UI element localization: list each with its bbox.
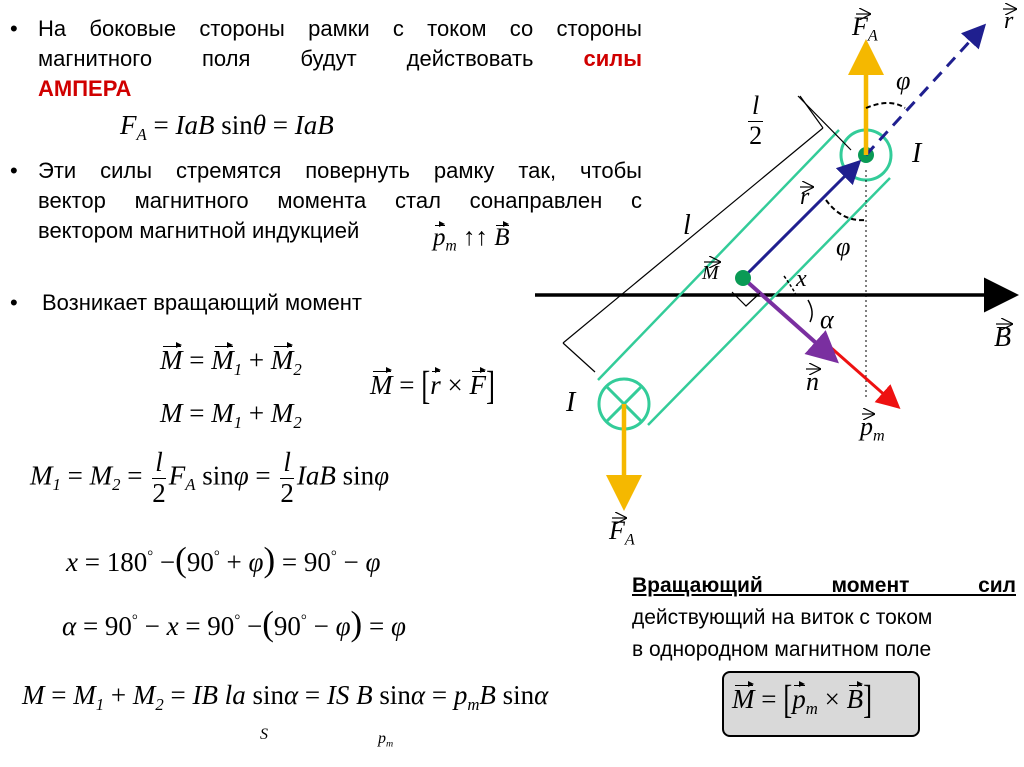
alpha-arc <box>808 300 812 322</box>
r-axis-dashed <box>866 28 982 155</box>
pm-vector <box>820 338 896 405</box>
bullet-2-line-3-text: вектором магнитной индукцией <box>38 218 360 243</box>
bullet-1-red-word: силы <box>583 46 642 71</box>
label-phi-top: φ <box>896 66 911 95</box>
formula-x: x = 180° −(90° + φ) = 90° − φ <box>66 540 381 579</box>
label-fa-top <box>852 12 878 46</box>
formula-moment-vector: $M = M_1 + M_2$ <box>160 345 302 379</box>
under-pm-m: m <box>386 738 394 750</box>
formula-final-under-s: S <box>260 726 268 743</box>
note-line-2: в однородном магнитном поле <box>632 638 932 661</box>
label-n: n <box>806 367 819 396</box>
label-r-mid: r <box>800 184 810 210</box>
formula-moment-scalar: $M = M_1 + M_2$ <box>160 398 302 432</box>
label-half-l-num: l <box>748 92 763 122</box>
label-fa-bottom-f: F <box>609 516 625 545</box>
label-i-right: I <box>912 138 922 169</box>
formula-final: $M = M_1 + M_2$ = IB la sinα = IS B $\sin\alpha = p_mB$ sinα <box>22 680 549 714</box>
bullet-3: Возникает вращающий момент <box>42 290 362 315</box>
bullet-2-line-1: Эти силы стремятся повернуть рамку так, чтобы <box>38 158 642 183</box>
label-i-left: I <box>566 387 576 418</box>
label-l: l <box>683 210 691 241</box>
bullet-marker: • <box>10 290 18 315</box>
label-alpha: α <box>820 305 834 334</box>
bullet-2-line-2: вектор магнитного момента стал сонаправлен с <box>38 188 642 213</box>
note-line-1: действующий на виток с током <box>632 606 933 629</box>
label-fa-top-f: F <box>852 12 868 41</box>
formula-pm-parallel-b: $p_m$ ↑↑ B <box>433 224 510 255</box>
bullet-1-red-line: АМПЕРА <box>38 76 132 101</box>
label-pm <box>860 412 885 446</box>
label-x: x <box>796 266 807 292</box>
phi-arc-top <box>866 103 905 108</box>
formula-alpha: α = 90° − x = 90° −(90° − φ) = φ <box>62 604 406 643</box>
bullet-1-line-2-text: магнитного поля будут действовать <box>38 46 534 71</box>
label-m: M <box>702 262 719 284</box>
center-dot <box>735 270 751 286</box>
label-fa-bottom <box>609 516 635 550</box>
dimension-l-tick-bottom <box>563 343 595 372</box>
label-fa-top-sub: A <box>867 27 878 45</box>
under-pm-p: p <box>378 730 386 747</box>
label-half-l <box>748 92 763 150</box>
frame-edge-upper <box>598 130 839 380</box>
formula-ampere-force: $F_A$ = IaB sinθ = IaB <box>120 110 334 144</box>
bullet-1-line-1: На боковые стороны рамки с током со стороны <box>38 16 642 41</box>
label-b: B <box>994 322 1012 353</box>
label-r-top: r <box>1004 8 1014 34</box>
label-half-l-den: 2 <box>749 120 763 150</box>
note-title: Вращающий момент сил <box>632 574 1016 597</box>
bullet-marker: • <box>10 158 18 183</box>
formula-cross-product: M = [r × F] <box>370 362 495 408</box>
label-pm-p: p <box>860 412 873 441</box>
label-phi-mid: φ <box>836 232 851 261</box>
bullet-marker: • <box>10 16 18 41</box>
formula-box-content: $M = [p_m \times B]$ <box>732 676 873 722</box>
label-pm-sub: m <box>873 427 885 445</box>
formula-m1-m2: $M_1 = M_2$ = $\frac{l}{2}$ $F_A$ sinφ = $\frac{l}{2}$ IaB sinφ <box>30 447 390 508</box>
label-fa-bottom-sub: A <box>624 531 635 549</box>
